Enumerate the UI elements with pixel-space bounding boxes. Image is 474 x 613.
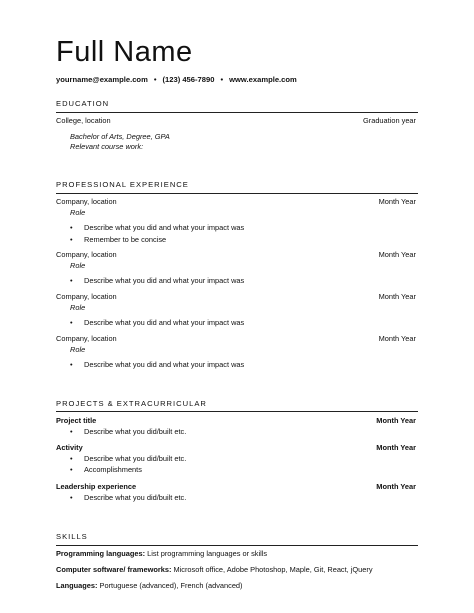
bullet-item: • Describe what you did and what your impact was — [70, 276, 245, 285]
section-divider — [56, 545, 418, 546]
skills-line: Languages: Portuguese (advanced), French (advanced) — [56, 581, 243, 590]
education-entry-header — [56, 116, 416, 125]
bullet-item: • Describe what you did/built etc. — [70, 454, 187, 463]
skills-line: Computer software/ frameworks: Microsoft office, Adobe Photoshop, Maple, Git, React, jQuery — [56, 565, 373, 574]
separator-dot: • — [153, 75, 157, 84]
bullet-item: • Accomplishments — [70, 465, 142, 474]
degree: Bachelor of Arts, Degree, GPA — [70, 132, 170, 141]
college: College, location — [56, 116, 111, 125]
job-role: Role — [70, 345, 86, 354]
section-divider — [56, 411, 418, 412]
graduation-date: Graduation year — [363, 116, 416, 125]
bullet-glyph: • — [70, 427, 73, 436]
coursework: Relevant course work: — [70, 142, 144, 151]
project-date: Month Year — [376, 482, 416, 491]
full-name: Full Name — [56, 36, 193, 68]
job-role: Role — [70, 208, 86, 217]
email: yourname@example.com — [56, 75, 148, 84]
bullet-glyph: • — [70, 493, 73, 502]
bullet-glyph: • — [70, 360, 73, 369]
section-title-skills: SKILLS — [56, 532, 88, 541]
contact-line — [56, 75, 297, 84]
project-header — [56, 443, 416, 452]
project-name: Activity — [56, 443, 83, 452]
company: Company, location — [56, 250, 117, 259]
job-header — [56, 334, 416, 343]
section-title-experience: PROFESSIONAL EXPERIENCE — [56, 180, 189, 189]
bullet-glyph: • — [70, 276, 73, 285]
bullet-item: • Describe what you did and what your impact was — [70, 223, 245, 232]
section-title-education: EDUCATION — [56, 99, 110, 108]
project-name: Project title — [56, 416, 97, 425]
bullet-glyph: • — [70, 318, 73, 327]
section-title-projects: PROJECTS & EXTRACURRICULAR — [56, 399, 207, 408]
bullet-item: • Remember to be concise — [70, 235, 167, 244]
job-role: Role — [70, 261, 86, 270]
job-date: Month Year — [378, 197, 416, 206]
company: Company, location — [56, 197, 117, 206]
bullet-glyph: • — [70, 454, 73, 463]
project-date: Month Year — [376, 416, 416, 425]
company: Company, location — [56, 292, 117, 301]
job-date: Month Year — [378, 334, 416, 343]
job-role: Role — [70, 303, 86, 312]
skills-line: Programming languages: List programming languages or skills — [56, 549, 268, 558]
bullet-glyph: • — [70, 223, 73, 232]
job-header — [56, 250, 416, 259]
phone: (123) 456-7890 — [162, 75, 215, 84]
job-header — [56, 197, 416, 206]
separator-dot: • — [220, 75, 224, 84]
bullet-item: • Describe what you did/built etc. — [70, 493, 187, 502]
job-date: Month Year — [378, 292, 416, 301]
project-name: Leadership experience — [56, 482, 137, 491]
section-divider — [56, 112, 418, 113]
bullet-item: • Describe what you did and what your impact was — [70, 360, 245, 369]
website: www.example.com — [229, 75, 297, 84]
job-date: Month Year — [378, 250, 416, 259]
section-divider — [56, 193, 418, 194]
bullet-glyph: • — [70, 235, 73, 244]
project-date: Month Year — [376, 443, 416, 452]
bullet-item: • Describe what you did and what your impact was — [70, 318, 245, 327]
bullet-item: • Describe what you did/built etc. — [70, 427, 187, 436]
job-header — [56, 292, 416, 301]
bullet-glyph: • — [70, 465, 73, 474]
project-header — [56, 416, 416, 425]
company: Company, location — [56, 334, 117, 343]
project-header — [56, 482, 416, 491]
